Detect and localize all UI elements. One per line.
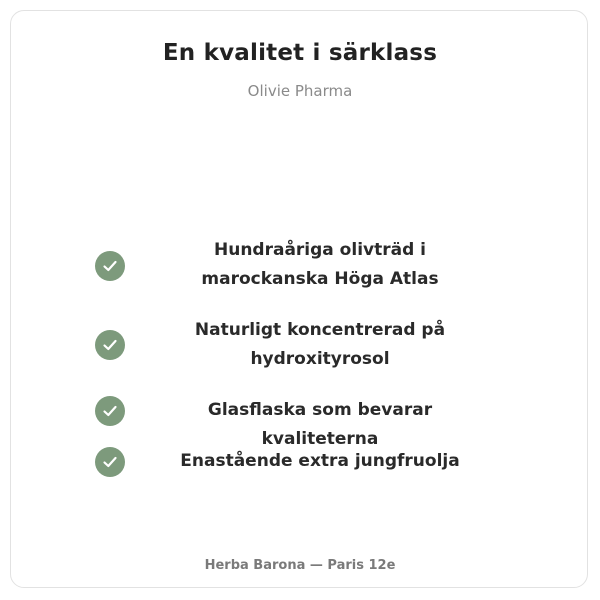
- page-title: En kvalitet i särklass: [162, 40, 438, 66]
- feature-text: Glasflaska som bevarar kvaliteterna: [207, 400, 433, 449]
- check-icon: [95, 251, 125, 281]
- feature-item: [0, 316, 600, 374]
- brand-name: Olivie Pharma: [247, 82, 353, 100]
- feature-text: Enastående extra jungfruolja: [180, 451, 460, 471]
- feature-item: [0, 236, 600, 294]
- check-icon: [95, 396, 125, 426]
- feature-text: Naturligt koncentrerad på hydroxityrosol: [194, 320, 446, 369]
- footer-location: Herba Barona — Paris 12e: [204, 558, 396, 573]
- check-icon: [95, 447, 125, 477]
- feature-item: [0, 396, 600, 449]
- feature-text: Hundraåriga olivträd i marockanska Höga Atlas: [201, 240, 439, 289]
- feature-item: [0, 447, 600, 477]
- check-icon: [95, 330, 125, 360]
